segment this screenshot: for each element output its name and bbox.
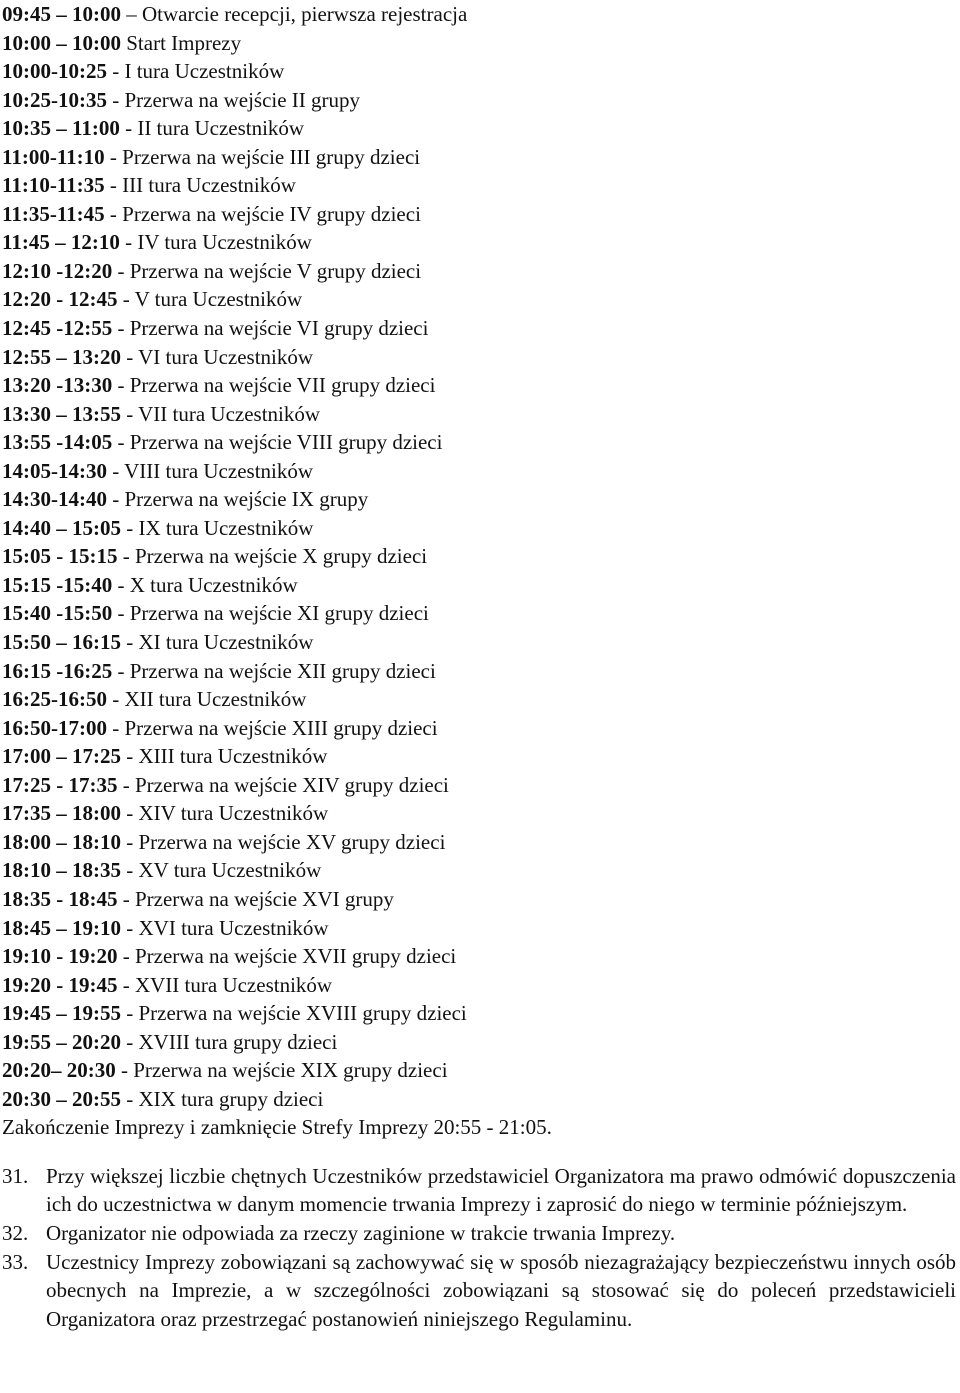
schedule-time: 11:35-11:45 bbox=[2, 201, 105, 226]
schedule-row bbox=[0, 400, 960, 429]
schedule-description: - Przerwa na wejście V grupy dzieci bbox=[112, 258, 422, 283]
schedule-row bbox=[0, 1056, 960, 1085]
schedule-time: 10:35 – 11:00 bbox=[2, 116, 120, 141]
schedule-row bbox=[0, 371, 960, 400]
schedule-time: 14:40 – 15:05 bbox=[2, 515, 121, 540]
schedule-time: 17:25 - 17:35 bbox=[2, 772, 118, 797]
schedule-description: - IX tura Uczestników bbox=[121, 515, 314, 540]
schedule-row bbox=[0, 599, 960, 628]
schedule-time: 15:50 – 16:15 bbox=[2, 630, 121, 655]
regulation-points bbox=[0, 1162, 960, 1334]
schedule-time: 15:05 - 15:15 bbox=[2, 544, 118, 569]
schedule-time: 19:55 – 20:20 bbox=[2, 1029, 121, 1054]
schedule-description: - Przerwa na wejście VII grupy dzieci bbox=[112, 373, 436, 398]
schedule-row bbox=[0, 856, 960, 885]
schedule-row bbox=[0, 457, 960, 486]
schedule-row bbox=[0, 114, 960, 143]
schedule-time: 12:45 -12:55 bbox=[2, 316, 113, 341]
schedule-time: 19:45 – 19:55 bbox=[2, 1001, 121, 1026]
schedule-time: 14:05-14:30 bbox=[2, 458, 107, 483]
schedule-row bbox=[0, 57, 960, 86]
schedule-row bbox=[0, 343, 960, 372]
schedule-time: 16:15 -16:25 bbox=[2, 658, 113, 683]
schedule-row bbox=[0, 171, 960, 200]
schedule-description: - Przerwa na wejście XVIII grupy dzieci bbox=[121, 1001, 467, 1026]
regulation-point bbox=[0, 1219, 960, 1248]
schedule-row bbox=[0, 799, 960, 828]
schedule-description: - XIII tura Uczestników bbox=[121, 744, 328, 769]
schedule-time: 12:10 -12:20 bbox=[2, 258, 113, 283]
schedule-description: - IV tura Uczestników bbox=[119, 230, 312, 255]
point-text: Uczestnicy Imprezy zobowiązani są zachowywać się w sposób niezagrażający bezpieczeństwu innych osób obecnych na Imprezie, a w szczególności zobowiązani są stosować się do poleceń przedstawicieli Organizatora oraz przestrzegać postanowień niniejszego Regulaminu. bbox=[46, 1249, 956, 1331]
schedule-row bbox=[0, 771, 960, 800]
schedule-row bbox=[0, 828, 960, 857]
schedule-row bbox=[0, 514, 960, 543]
schedule-row bbox=[0, 542, 960, 571]
schedule-row bbox=[0, 257, 960, 286]
regulation-point bbox=[0, 1248, 960, 1334]
schedule-description: - Przerwa na wejście XIV grupy dzieci bbox=[117, 772, 449, 797]
schedule-description: - X tura Uczestników bbox=[112, 572, 298, 597]
closing-line: Zakończenie Imprezy i zamknięcie Strefy Imprezy 20:55 - 21:05. bbox=[2, 1115, 552, 1140]
schedule-description: - Przerwa na wejście XVII grupy dzieci bbox=[117, 944, 457, 969]
schedule-time: 13:30 – 13:55 bbox=[2, 401, 121, 426]
schedule-row bbox=[0, 885, 960, 914]
schedule-description: - Przerwa na wejście IV grupy dzieci bbox=[104, 201, 421, 226]
schedule-description: - Przerwa na wejście VIII grupy dzieci bbox=[112, 430, 443, 455]
point-text: Przy większej liczbie chętnych Uczestników przedstawiciel Organizatora ma prawo odmówić dopuszczenia ich do uczestnictwa w danym momencie trwania Imprezy i zaprosić do niego w terminie późniejszym. bbox=[46, 1163, 956, 1217]
schedule-row bbox=[0, 228, 960, 257]
schedule-description: - XVIII tura grupy dzieci bbox=[121, 1029, 338, 1054]
schedule-time: 13:55 -14:05 bbox=[2, 430, 113, 455]
schedule-row bbox=[0, 942, 960, 971]
schedule-description: - XIV tura Uczestników bbox=[121, 801, 329, 826]
point-number: 31. bbox=[2, 1163, 29, 1188]
schedule-time: 12:20 - 12:45 bbox=[2, 287, 118, 312]
schedule-row bbox=[0, 1085, 960, 1114]
schedule-description: - VII tura Uczestników bbox=[121, 401, 321, 426]
schedule-time: 10:00-10:25 bbox=[2, 59, 107, 84]
schedule-time: 11:45 – 12:10 bbox=[2, 230, 120, 255]
schedule-time: 20:20– 20:30 bbox=[2, 1058, 116, 1083]
schedule-time: 16:50-17:00 bbox=[2, 715, 107, 740]
schedule-time: 12:55 – 13:20 bbox=[2, 344, 121, 369]
schedule-row bbox=[0, 200, 960, 229]
schedule-row bbox=[0, 0, 960, 29]
schedule-time: 14:30-14:40 bbox=[2, 487, 107, 512]
schedule-description: - XI tura Uczestników bbox=[121, 630, 314, 655]
schedule-row bbox=[0, 914, 960, 943]
schedule-time: 09:45 – 10:00 bbox=[2, 2, 121, 26]
schedule-row bbox=[0, 29, 960, 58]
schedule-time: 13:20 -13:30 bbox=[2, 373, 113, 398]
schedule-row bbox=[0, 571, 960, 600]
schedule-time: 17:35 – 18:00 bbox=[2, 801, 121, 826]
schedule-description: - III tura Uczestników bbox=[104, 173, 296, 198]
schedule-row bbox=[0, 485, 960, 514]
schedule-description: - VIII tura Uczestników bbox=[106, 458, 314, 483]
schedule-time: 10:00 – 10:00 bbox=[2, 30, 121, 55]
schedule-row bbox=[0, 314, 960, 343]
schedule-time: 11:10-11:35 bbox=[2, 173, 105, 198]
schedule-time: 11:00-11:10 bbox=[2, 144, 105, 169]
schedule-row bbox=[0, 628, 960, 657]
schedule-time: 19:20 - 19:45 bbox=[2, 972, 118, 997]
regulation-point bbox=[0, 1162, 960, 1219]
schedule-time: 16:25-16:50 bbox=[2, 687, 107, 712]
schedule-row bbox=[0, 999, 960, 1028]
point-number: 33. bbox=[2, 1249, 29, 1274]
schedule-time: 18:45 – 19:10 bbox=[2, 915, 121, 940]
schedule-time: 18:00 – 18:10 bbox=[2, 829, 121, 854]
schedule-time: 17:00 – 17:25 bbox=[2, 744, 121, 769]
schedule-time: 15:15 -15:40 bbox=[2, 572, 113, 597]
schedule-description: - Przerwa na wejście II grupy bbox=[106, 87, 361, 112]
schedule-description: - Przerwa na wejście XIII grupy dzieci bbox=[106, 715, 438, 740]
schedule-row bbox=[0, 742, 960, 771]
schedule-row bbox=[0, 657, 960, 686]
schedule-description: - Przerwa na wejście X grupy dzieci bbox=[117, 544, 428, 569]
schedule-description: - VI tura Uczestników bbox=[121, 344, 314, 369]
schedule-row bbox=[0, 86, 960, 115]
schedule-row bbox=[0, 1028, 960, 1057]
schedule-row bbox=[0, 143, 960, 172]
schedule-description: - Przerwa na wejście XI grupy dzieci bbox=[112, 601, 429, 626]
schedule-description: - XV tura Uczestników bbox=[121, 858, 322, 883]
schedule-description: - II tura Uczestników bbox=[119, 116, 305, 141]
schedule-description: - I tura Uczestników bbox=[106, 59, 285, 84]
schedule-description: Start Imprezy bbox=[121, 30, 242, 55]
schedule-row bbox=[0, 971, 960, 1000]
schedule-description: - Przerwa na wejście XIX grupy dzieci bbox=[115, 1058, 448, 1083]
schedule-row bbox=[0, 714, 960, 743]
point-text: Organizator nie odpowiada za rzeczy zaginione w trakcie trwania Imprezy. bbox=[46, 1221, 676, 1246]
schedule-row bbox=[0, 685, 960, 714]
schedule-row bbox=[0, 285, 960, 314]
schedule-row bbox=[0, 428, 960, 457]
schedule-description: - Przerwa na wejście XVI grupy bbox=[117, 886, 394, 911]
schedule-description: - XII tura Uczestników bbox=[106, 687, 307, 712]
schedule-description: – Otwarcie recepcji, pierwsza rejestracja bbox=[121, 2, 468, 26]
schedule-description: - Przerwa na wejście VI grupy dzieci bbox=[112, 316, 429, 341]
schedule-time: 15:40 -15:50 bbox=[2, 601, 113, 626]
schedule-time: 18:10 – 18:35 bbox=[2, 858, 121, 883]
schedule-description: - Przerwa na wejście XII grupy dzieci bbox=[112, 658, 436, 683]
schedule-description: - XVI tura Uczestników bbox=[121, 915, 329, 940]
schedule-description: - XVII tura Uczestników bbox=[117, 972, 333, 997]
schedule-time: 20:30 – 20:55 bbox=[2, 1086, 121, 1111]
schedule-description: - Przerwa na wejście III grupy dzieci bbox=[104, 144, 421, 169]
schedule-time: 10:25-10:35 bbox=[2, 87, 107, 112]
schedule-time: 18:35 - 18:45 bbox=[2, 886, 118, 911]
point-number: 32. bbox=[2, 1221, 29, 1246]
schedule-description: - Przerwa na wejście IX grupy bbox=[106, 487, 369, 512]
schedule-time: 19:10 - 19:20 bbox=[2, 944, 118, 969]
schedule-description: - XIX tura grupy dzieci bbox=[121, 1086, 324, 1111]
schedule-description: - Przerwa na wejście XV grupy dzieci bbox=[121, 829, 446, 854]
schedule-description: - V tura Uczestników bbox=[117, 287, 303, 312]
